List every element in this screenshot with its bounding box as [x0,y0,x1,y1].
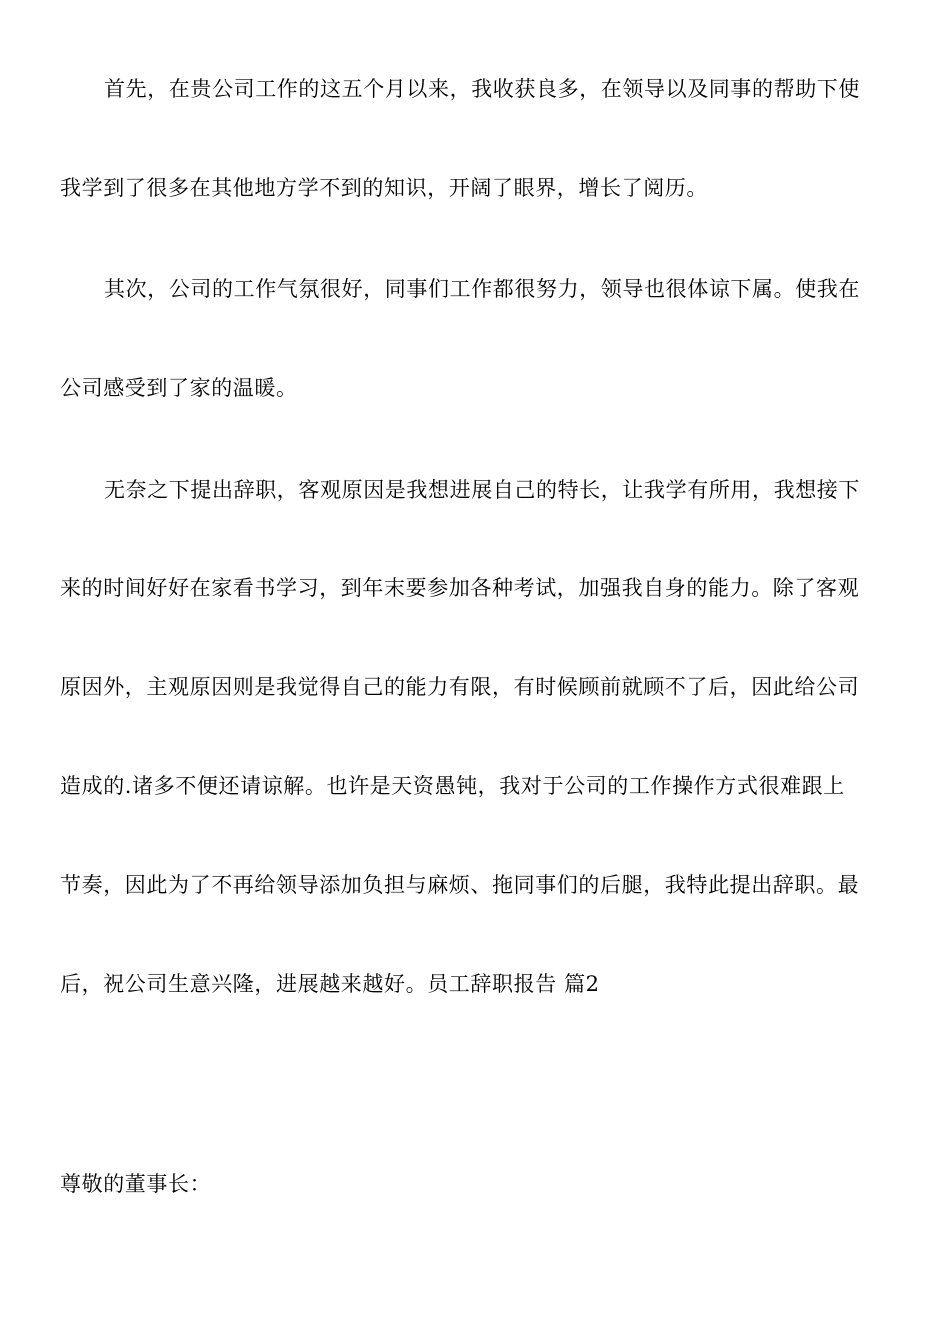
paragraph-3-line-1: 无奈之下提出辞职，客观原因是我想进展自己的特长，让我学有所用，我想接下 [104,478,860,502]
paragraph-3-line-2: 来的时间好好在家看书学习，到年末要参加各种考试，加强我自身的能力。除了客观 [60,576,860,600]
salutation: 尊敬的董事长： [60,1172,212,1196]
paragraph-3-line-4: 造成的.诸多不便还请谅解。也许是天资愚钝，我对于公司的工作操作方式很难跟上 [60,774,845,798]
paragraph-3-line-5: 节奏，因此为了不再给领导添加负担与麻烦、拖同事们的后腿，我特此提出辞职。最 [60,873,860,897]
paragraph-1-line-2: 我学到了很多在其他地方学不到的知识，开阔了眼界，增长了阅历。 [60,176,708,200]
paragraph-3-line-3: 原因外，主观原因则是我觉得自己的能力有限，有时候顾前就顾不了后，因此给公司 [60,675,860,699]
paragraph-2-line-1: 其次，公司的工作气氛很好，同事们工作都很努力，领导也很体谅下属。使我在 [104,277,860,301]
paragraph-3-line-6: 后，祝公司生意兴隆，进展越来越好。员工辞职报告 篇2 [60,972,600,996]
paragraph-2-line-2: 公司感受到了家的温暖。 [60,376,298,400]
paragraph-1-line-1: 首先，在贵公司工作的这五个月以来，我收获良多，在领导以及同事的帮助下使 [104,77,860,101]
